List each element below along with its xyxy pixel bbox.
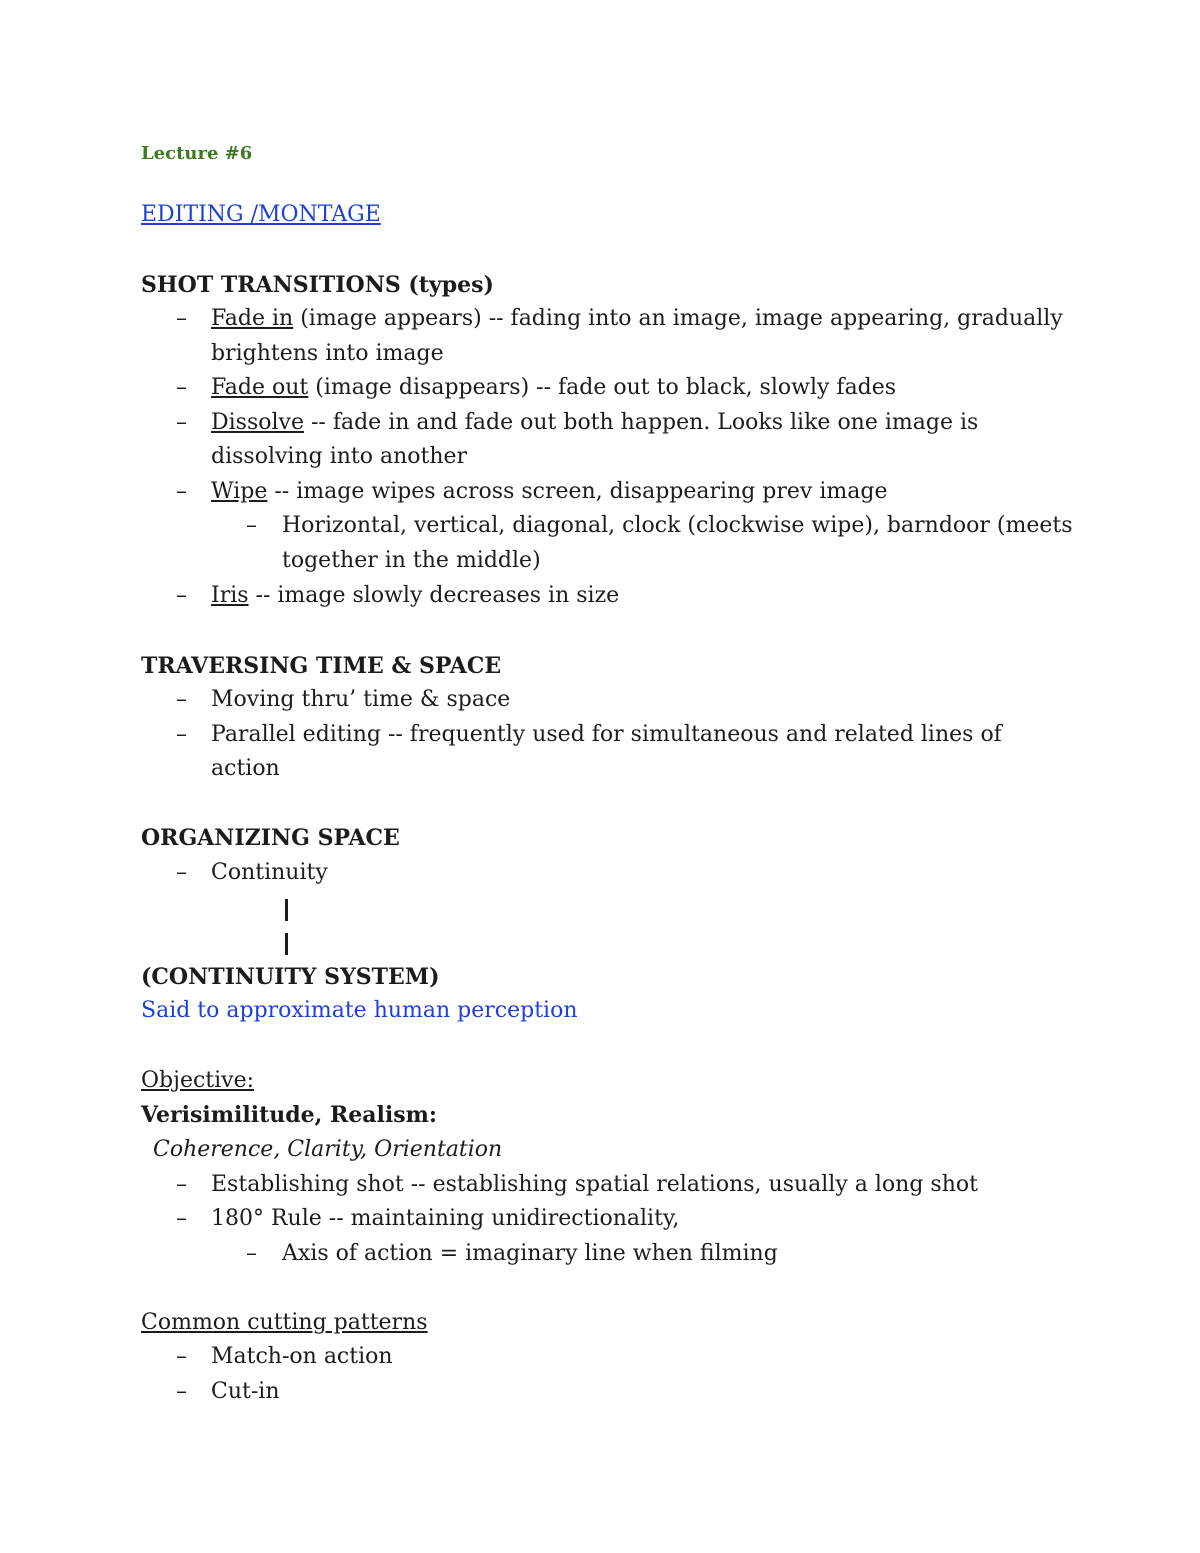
desc-iris: -- image slowly decreases in size <box>248 583 620 608</box>
desc-wipe: -- image wipes across screen, disappearing prev image <box>267 479 888 504</box>
bullet-dash: – <box>176 1172 187 1197</box>
desc-fade-out: (image disappears) -- fade out to black, slowly fades <box>308 375 897 400</box>
term-wipe: Wipe <box>211 479 268 504</box>
section-heading-continuity-system: (CONTINUITY SYSTEM) <box>141 964 440 990</box>
section-heading-cutting-patterns: Common cutting patterns <box>141 1310 428 1335</box>
list-item-continuation: dissolving into another <box>211 444 468 469</box>
continuity-note: Said to approximate human perception <box>141 998 578 1023</box>
bullet-dash: – <box>246 513 257 538</box>
desc-fade-in: (image appears) -- fading into an image, image appearing, gradually <box>293 306 1063 331</box>
bullet-dash: – <box>176 860 187 885</box>
list-item-moving: Moving thru’ time & space <box>211 687 511 712</box>
list-item-cut-in: Cut-in <box>211 1379 280 1404</box>
sub-item-axis-of-action: Axis of action = imaginary line when filming <box>282 1241 778 1266</box>
list-item-iris <box>211 579 619 613</box>
bullet-dash: – <box>176 1206 187 1231</box>
connector-line <box>285 899 288 921</box>
list-item-establishing-shot: Establishing shot -- establishing spatial relations, usually a long shot <box>211 1172 978 1197</box>
objective-label: Objective: <box>141 1068 255 1093</box>
connector-line <box>285 933 288 955</box>
list-item-continuation: together in the middle) <box>282 548 541 573</box>
list-item-fade-out <box>211 371 896 405</box>
list-item-continuation: action <box>211 756 280 781</box>
bullet-dash: – <box>246 1241 257 1266</box>
bullet-dash: – <box>176 1379 187 1404</box>
bullet-dash: – <box>176 410 187 435</box>
sub-item-wipe-types: Horizontal, vertical, diagonal, clock (clockwise wipe), barndoor (meets <box>282 513 1073 538</box>
list-item-match-on-action: Match-on action <box>211 1344 393 1369</box>
bullet-dash: – <box>176 722 187 747</box>
term-iris: Iris <box>211 583 249 608</box>
coherence-line: Coherence, Clarity, Orientation <box>153 1137 503 1162</box>
bullet-dash: – <box>176 583 187 608</box>
bullet-dash: – <box>176 687 187 712</box>
list-item-180-rule: 180° Rule -- maintaining unidirectionality, <box>211 1206 680 1231</box>
bullet-dash: – <box>176 375 187 400</box>
term-dissolve: Dissolve <box>211 410 304 435</box>
bullet-dash: – <box>176 479 187 504</box>
list-item-parallel-editing: Parallel editing -- frequently used for simultaneous and related lines of <box>211 722 1002 747</box>
list-item-fade-in <box>211 302 1063 336</box>
term-fade-out: Fade out <box>211 375 309 400</box>
section-heading-shot-transitions: SHOT TRANSITIONS (types) <box>141 272 494 298</box>
bullet-dash: – <box>176 306 187 331</box>
section-heading-traversing: TRAVERSING TIME & SPACE <box>141 653 502 679</box>
list-item-continuation: brightens into image <box>211 341 444 366</box>
bullet-dash: – <box>176 1344 187 1369</box>
list-item-continuity: Continuity <box>211 860 328 885</box>
lecture-label: Lecture #6 <box>141 143 253 164</box>
term-fade-in: Fade in <box>211 306 294 331</box>
verisimilitude-heading: Verisimilitude, Realism: <box>141 1102 437 1128</box>
doc-title: EDITING /MONTAGE <box>141 202 381 227</box>
list-item-wipe <box>211 475 887 509</box>
desc-dissolve: -- fade in and fade out both happen. Looks like one image is <box>303 410 979 435</box>
section-heading-organizing: ORGANIZING SPACE <box>141 825 400 851</box>
list-item-dissolve <box>211 406 978 440</box>
